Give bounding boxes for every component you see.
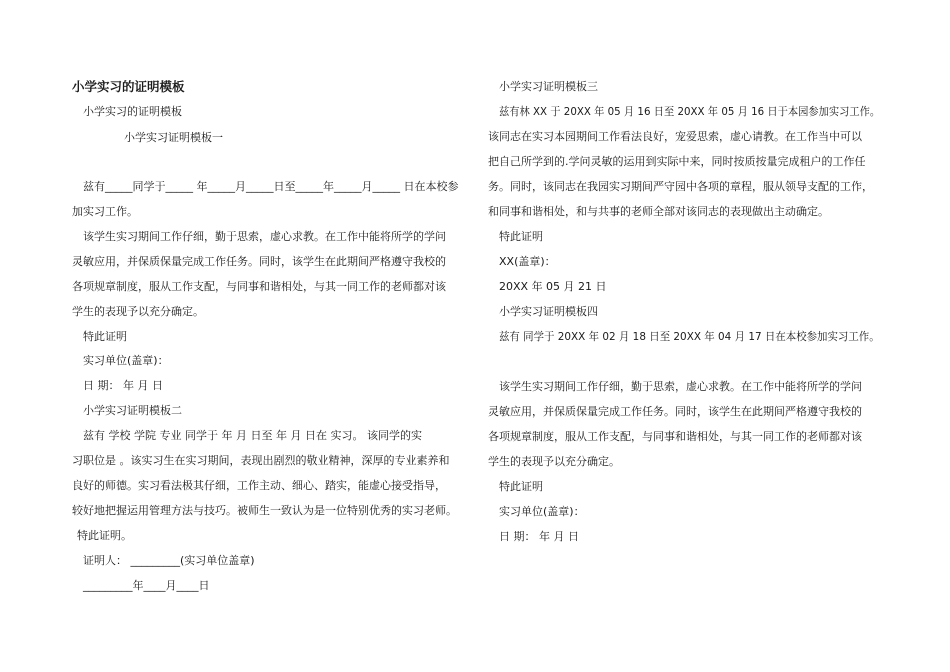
subtitle: 小学实习的证明模板 <box>83 105 182 118</box>
template1-heading: 小学实习证明模板一 <box>124 131 223 144</box>
t2-paragraph-line: 习职位是 。该实习生在实习期间，表现出剧烈的敬业精神，深厚的专业素养和 <box>72 454 450 467</box>
t1-paragraph-line: 学生的表现予以充分确定。 <box>72 305 204 318</box>
template2-heading: 小学实习证明模板二 <box>83 404 182 417</box>
t1-paragraph-line: 灵敏应用，并保质保量完成工作任务。同时，该学生在此期间严格遵守我校的 <box>72 255 446 268</box>
t4-date: 日 期： 年 月 日 <box>499 530 579 543</box>
t3-unit-seal: XX(盖章)： <box>499 255 556 268</box>
t2-paragraph-line: 良好的师德。实习看法极其仔细，工作主动、细心、踏实，能虚心接受指导， <box>72 479 446 492</box>
t2-paragraph-line: 兹有 学校 学院 专业 同学于 年 月 日至 年 月 日在 实习。 该同学的实 <box>83 429 422 442</box>
t4-paragraph-line: 该学生实习期间工作仔细，勤于思索，虚心求教。在工作中能将所学的学问 <box>499 380 862 393</box>
t3-paragraph-line: 务。同时，该同志在我园实习期间严守园中各项的章程，服从领导支配的工作， <box>488 180 873 193</box>
t4-paragraph-line: 兹有 同学于 20XX 年 02 月 18 日至 20XX 年 04 月 17 日在本校参加实习工作。 <box>499 330 880 343</box>
t4-paragraph-line: 灵敏应用，并保质保量完成工作任务。同时，该学生在此期间严格遵守我校的 <box>488 405 862 418</box>
t1-date: 日 期： 年 月 日 <box>83 379 163 392</box>
t4-unit-seal: 实习单位(盖章)： <box>499 505 585 518</box>
t2-signer: 证明人： _________(实习单位盖章) <box>83 554 255 567</box>
template3-heading: 小学实习证明模板三 <box>499 80 598 93</box>
t1-unit-seal: 实习单位(盖章)： <box>83 354 169 367</box>
t3-certify: 特此证明 <box>499 230 543 243</box>
t1-paragraph-line: 各项规章制度，服从工作支配，与同事和谐相处，与其一同工作的老师都对该 <box>72 280 446 293</box>
t1-paragraph-line: 加实习工作。 <box>72 205 138 218</box>
t4-paragraph-line: 各项规章制度，服从工作支配，与同事和谐相处，与其一同工作的老师都对该 <box>488 430 862 443</box>
template4-heading: 小学实习证明模板四 <box>499 305 598 318</box>
t1-paragraph-line: 该学生实习期间工作仔细，勤于思索，虚心求教。在工作中能将所学的学问 <box>83 230 446 243</box>
t2-date: _________年____月____日 <box>83 579 210 592</box>
t4-certify: 特此证明 <box>499 480 543 493</box>
t2-certify: 特此证明。 <box>77 529 132 542</box>
t1-paragraph-line: 兹有_____同学于_____ 年_____月_____日至_____年_____月_____ 日在本校参 <box>83 180 459 193</box>
t3-date: 20XX 年 05 月 21 日 <box>499 280 607 293</box>
t3-paragraph-line: 把自己所学到的.学问灵敏的运用到实际中来，同时按质按量完成租户的工作任 <box>488 155 866 168</box>
t3-paragraph-line: 兹有林 XX 于 20XX 年 05 月 16 日至 20XX 年 05 月 16 日于本园参加实习工作。 <box>499 105 881 118</box>
t1-certify: 特此证明 <box>83 330 127 343</box>
t2-paragraph-line: 较好地把握运用管理方法与技巧。被师生一致认为是一位特别优秀的实习老师。 <box>72 504 457 517</box>
document-title: 小学实习的证明模板 <box>72 79 185 94</box>
t3-paragraph-line: 该同志在实习本园期间工作看法良好，宠爱思索，虚心请教。在工作当中可以 <box>488 130 862 143</box>
t4-paragraph-line: 学生的表现予以充分确定。 <box>488 455 620 468</box>
t3-paragraph-line: 和同事和谐相处，和与共事的老师全部对该同志的表现做出主动确定。 <box>488 205 829 218</box>
